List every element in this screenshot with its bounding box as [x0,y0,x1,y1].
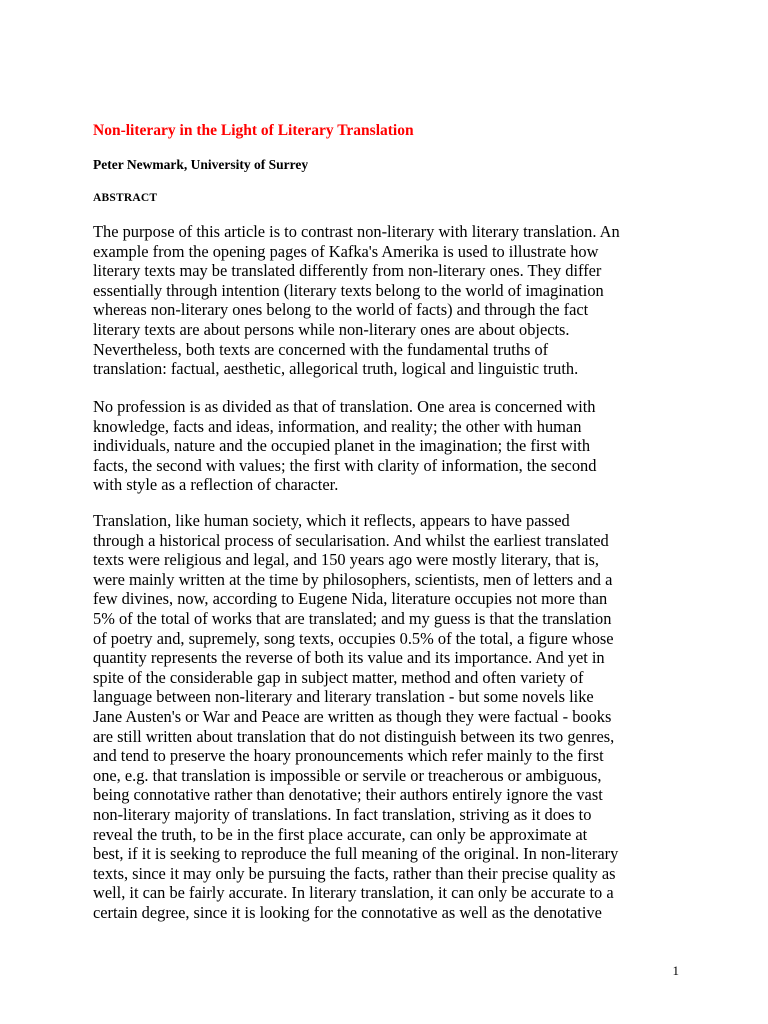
text-line: certain degree, since it is looking for the connotative as well as the denotative [93,902,602,922]
text-line: and tend to preserve the hoary pronouncements which refer mainly to the first [93,746,604,766]
text-line: one, e.g. that translation is impossible or servile or treacherous or ambiguous, [93,765,602,785]
text-line: literary texts are about persons while non-literary ones are about objects. [93,319,570,339]
article-title: Non-literary in the Light of Literary Translation [93,122,414,139]
text-line: texts, since it may only be pursuing the facts, rather than their precise quality as [93,863,616,883]
text-line: non-literary majority of translations. In fact translation, striving as it does to [93,804,592,824]
text-line: through a historical process of secularisation. And whilst the earliest translated [93,530,609,550]
text-line: literary texts may be translated differently from non-literary ones. They differ [93,261,602,281]
text-line: of poetry and, supremely, song texts, occupies 0.5% of the total, a figure whose [93,628,614,648]
text-line: well, it can be fairly accurate. In literary translation, it can only be accurate to a [93,883,614,903]
text-line: Jane Austen's or War and Peace are written as though they were factual - books [93,706,612,726]
text-line: The purpose of this article is to contrast non-literary with literary translation. An [93,222,620,241]
text-line: individuals, nature and the occupied planet in the imagination; the first with [93,436,591,456]
text-line: essentially through intention (literary texts belong to the world of imagination [93,280,604,300]
text-line: whereas non-literary ones belong to the world of facts) and through the fact [93,300,589,320]
text-line: facts, the second with values; the first with clarity of information, the second [93,455,597,475]
page-number: 1 [672,963,679,978]
text-line: spite of the considerable gap in subject matter, method and often variety of [93,667,584,687]
text-line: texts were religious and legal, and 150 years ago were mostly literary, that is, [93,550,599,570]
text-line: are still written about translation that do not distinguish between its two genres, [93,726,615,746]
text-line: with style as a reflection of character. [93,475,339,495]
text-line: translation: factual, aesthetic, allegorical truth, logical and linguistic truth. [93,359,579,379]
text-line: Nevertheless, both texts are concerned with the fundamental truths of [93,339,549,359]
abstract-paragraph [93,222,678,379]
text-line: knowledge, facts and ideas, information, and reality; the other with human [93,416,582,436]
text-line: few divines, now, according to Eugene Nida, literature occupies not more than [93,589,608,609]
text-line: example from the opening pages of Kafka's Amerika is used to illustrate how [93,241,599,261]
text-line: No profession is as divided as that of translation. One area is concerned with [93,397,596,416]
body-paragraph-2 [93,511,678,922]
text-line: best, if it is seeking to reproduce the full meaning of the original. In non-literary [93,844,619,864]
text-line: language between non-literary and literary translation - but some novels like [93,687,594,707]
text-line: Translation, like human society, which it reflects, appears to have passed [93,511,570,530]
text-line: 5% of the total of works that are translated; and my guess is that the translation [93,608,612,628]
body-paragraph-1 [93,397,678,495]
text-line: being connotative rather than denotative; their authors entirely ignore the vast [93,785,603,805]
abstract-heading: ABSTRACT [93,192,158,204]
text-line: were mainly written at the time by philosophers, scientists, men of letters and a [93,569,613,589]
author-line: Peter Newmark, University of Surrey [93,157,309,172]
text-line: reveal the truth, to be in the first place accurate, can only be approximate at [93,824,588,844]
text-line: quantity represents the reverse of both its value and its importance. And yet in [93,648,605,668]
